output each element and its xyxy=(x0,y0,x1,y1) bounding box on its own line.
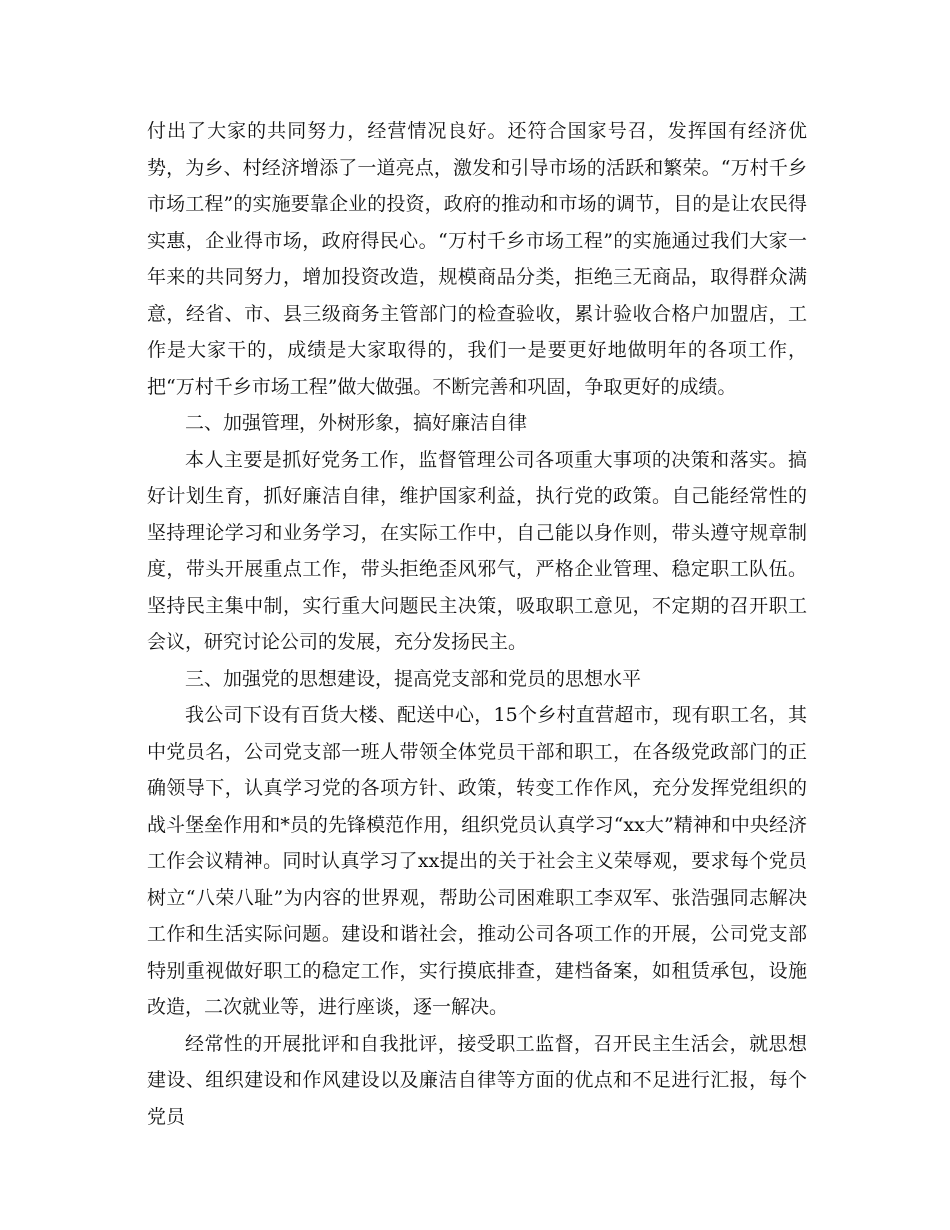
paragraph-criticism: 经常性的开展批评和自我批评，接受职工监督，召开民主生活会，就思想建设、组织建设和作风建设以及廉洁自律等方面的优点和不足进行汇报，每个党员 xyxy=(147,1032,807,1128)
section-heading-3: 三、加强党的思想建设，提高党支部和党员的思想水平 xyxy=(185,667,642,690)
paragraph-continuation: 付出了大家的共同努力，经营情况良好。还符合国家号召，发挥国有经济优势，为乡、村经济增添了一道亮点，激发和引导市场的活跃和繁荣。“万村千乡市场工程”的实施要靠企业的投资，政府的推动和市场的调节，目的是让农民得实惠，企业得市场，政府得民心。“万村千乡市场工程”的实施通过我们大家一年来的共同努力，增加投资改造，规模商品分类，拒绝三无商品，取得群众满意，经省、市、县三级商务主管部门的检查验收，累计验收合格户加盟店，工作是大家干的，成绩是大家取得的，我们一是要更好地做明年的各项工作，把“万村千乡市场工程”做大做强。不断完善和巩固，争取更好的成绩。 xyxy=(147,120,807,398)
paragraph-party-work: 本人主要是抓好党务工作，监督管理公司各项重大事项的决策和落实。搞好计划生育，抓好廉洁自律，维护国家利益，执行党的政策。自己能经常性的坚持理论学习和业务学习，在实际工作中，自己能以身作则，带头遵守规章制度，带头开展重点工作，带头拒绝歪风邪气，严格企业管理、稳定职工队伍。坚持民主集中制，实行重大问题民主决策，吸取职工意见，不定期的召开职工会议，研究讨论公司的发展，充分发扬民主。 xyxy=(147,448,807,653)
section-heading-2: 二、加强管理，外树形象，搞好廉洁自律 xyxy=(185,412,528,434)
document-body xyxy=(147,113,807,1135)
paragraph-company-overview: 我公司下设有百货大楼、配送中心，15个乡村直营超市，现有职工名，其中党员名，公司党支部一班人带领全体党员干部和职工，在各级党政部门的正确领导下，认真学习党的各项方针、政策，转变工作作风，充分发挥党组织的战斗堡垒作用和*员的先锋模范作用，组织党员认真学习“xx大”精神和中央经济工作会议精神。同时认真学习了xx提出的关于社会主义荣辱观，要求每个党员树立“八荣八耻”为内容的世界观，帮助公司困难职工李双军、张浩强同志解决工作和生活实际问题。建设和谐社会，推动公司各项工作的开展，公司党支部特别重视做好职工的稳定工作，实行摸底排查，建档备案，如租赁承包，设施改造，二次就业等，进行座谈，逐一解决。 xyxy=(147,704,807,1018)
